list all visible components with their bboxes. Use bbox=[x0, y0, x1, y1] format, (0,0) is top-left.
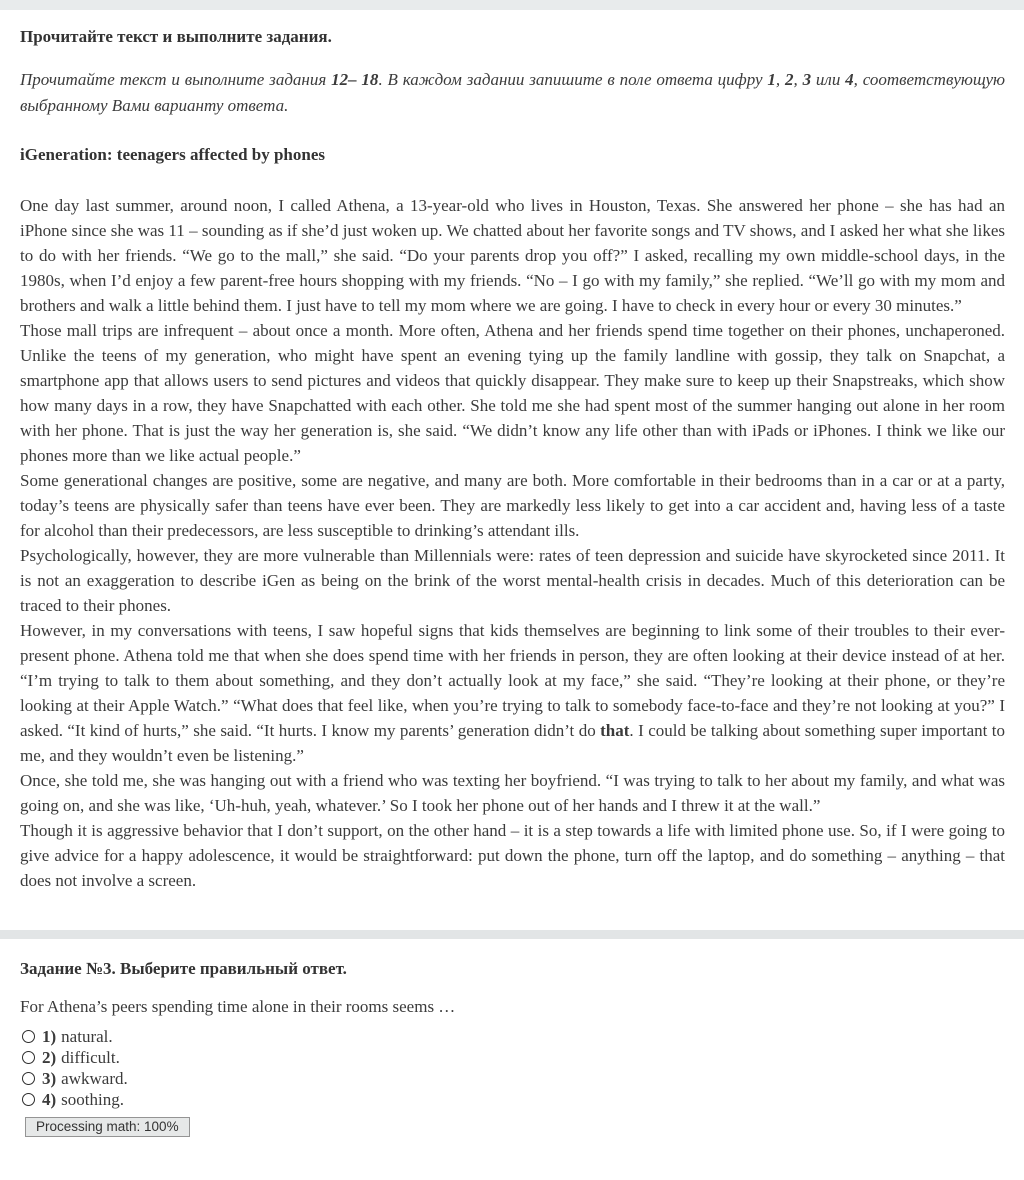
top-divider bbox=[0, 0, 1024, 10]
passage-paragraph-2: Those mall trips are infrequent – about once a month. More often, Athena and her friends spend time together on their phones, unchaperoned. Unlike the teens of my generation, who might have spent an evening tying up the family landline with gossip, they talk on Snapchat, a smartphone app that allows users to send pictures and videos that quickly disappear. They make sure to keep up their Snapstreaks, which show how many days in a row, they have Snapchatted with each other. She told me she had spent most of the summer hanging out alone in her room with her phone. That is just the way her generation is, she said. “We didn’t know any life other than with iPads or iPhones. I think we like our phones more than we like actual people.” bbox=[20, 321, 1005, 465]
passage-paragraph-5: However, in my conversations with teens, I saw hopeful signs that kids themselves are beginning to link some of their troubles to their ever-present phone. Athena told me that when she does spend time with her friends in person, they are often looking at their device instead of at her. “I’m trying to talk to them about something, and they don’t actually look at my face,” she said. “They’re looking at their phone, or they’re looking at their Apple Watch.” “What does that feel like, when you’re trying to talk to somebody face-to-face and they’re not looking at you?” I asked. “It kind of hurts,” she said. “It hurts. I know my parents’ generation didn’t do that. I could be talking about something super important to me, and they wouldn’t even be listening.” bbox=[20, 621, 1005, 765]
task-section bbox=[0, 939, 1024, 1137]
section-heading: Прочитайте текст и выполните задания. bbox=[20, 27, 332, 46]
answer-option-row-3[interactable] bbox=[20, 1068, 1005, 1089]
option-number: 3) bbox=[42, 1068, 57, 1088]
option-label: difficult. bbox=[61, 1047, 120, 1067]
option-number: 2) bbox=[42, 1047, 57, 1067]
radio-option-1[interactable] bbox=[22, 1030, 35, 1043]
answer-options bbox=[20, 1026, 1005, 1110]
passage-title: iGeneration: teenagers affected by phones bbox=[20, 145, 326, 164]
answer-option-row-2[interactable] bbox=[20, 1047, 1005, 1068]
passage-text bbox=[20, 193, 1005, 893]
radio-option-4[interactable] bbox=[22, 1093, 35, 1106]
task-heading: Задание №3. Выберите правильный ответ. bbox=[20, 959, 347, 978]
mathjax-status: Processing math: 100% bbox=[25, 1117, 190, 1137]
option-number: 4) bbox=[42, 1089, 57, 1109]
radio-option-2[interactable] bbox=[22, 1051, 35, 1064]
radio-option-3[interactable] bbox=[22, 1072, 35, 1085]
reading-section bbox=[0, 10, 1024, 930]
option-label: soothing. bbox=[61, 1089, 124, 1109]
option-label: natural. bbox=[61, 1026, 113, 1046]
passage-paragraph-3: Some generational changes are positive, some are negative, and many are both. More comfortable in their bedrooms than in a car or at a party, today’s teens are physically safer than teens have ever been. They are markedly less likely to get into a car accident and, having less of a taste for alcohol than their predecessors, are less susceptible to drinking’s attendant ills. bbox=[20, 471, 1005, 540]
task-question: For Athena’s peers spending time alone in their rooms seems … bbox=[20, 997, 456, 1016]
passage-paragraph-1: One day last summer, around noon, I called Athena, a 13-year-old who lives in Houston, Texas. She answered her phone – she has had an iPhone since she was 11 – sounding as if she’d just woken up. We chatted about her favorite songs and TV shows, and I asked her what she likes to do with her friends. “We go to the mall,” she said. “Do your parents drop you off?” I asked, recalling my own middle-school days, in the 1980s, when I’d enjoy a few parent-free hours shopping with my friends. “No – I go with my family,” she replied. “We’ll go with my mom and brothers and walk a little behind them. I just have to tell my mom where we are going. I have to check in every hour or every 30 minutes.” bbox=[20, 196, 1005, 315]
passage-paragraph-6: Once, she told me, she was hanging out with a friend who was texting her boyfriend. “I was trying to talk to her about my family, and what was going on, and she was like, ‘Uh-huh, yeah, whatever.’ So I took her phone out of her hands and I threw it at the wall.” bbox=[20, 771, 1005, 815]
option-number: 1) bbox=[42, 1026, 57, 1046]
option-label: awkward. bbox=[61, 1068, 128, 1088]
section-divider bbox=[0, 930, 1024, 939]
instruction-text: Прочитайте текст и выполните задания 12– 18. В каждом задании запишите в поле ответа цифру 1, 2, 3 или 4, соответствующую выбранному Вами варианту ответа. bbox=[20, 70, 1006, 115]
passage-paragraph-4: Psychologically, however, they are more vulnerable than Millennials were: rates of teen depression and suicide have skyrocketed since 2011. It is not an exaggeration to describe iGen as being on the brink of the worst mental-health crisis in decades. Much of this deterioration can be traced to their phones. bbox=[20, 546, 1005, 615]
passage-paragraph-7: Though it is aggressive behavior that I don’t support, on the other hand – it is a step towards a life with limited phone use. So, if I were going to give advice for a happy adolescence, it would be straightforward: put down the phone, turn off the laptop, and do something – anything – that does not involve a screen. bbox=[20, 821, 1005, 890]
answer-option-row-1[interactable] bbox=[20, 1026, 1005, 1047]
answer-option-row-4[interactable] bbox=[20, 1089, 1005, 1110]
